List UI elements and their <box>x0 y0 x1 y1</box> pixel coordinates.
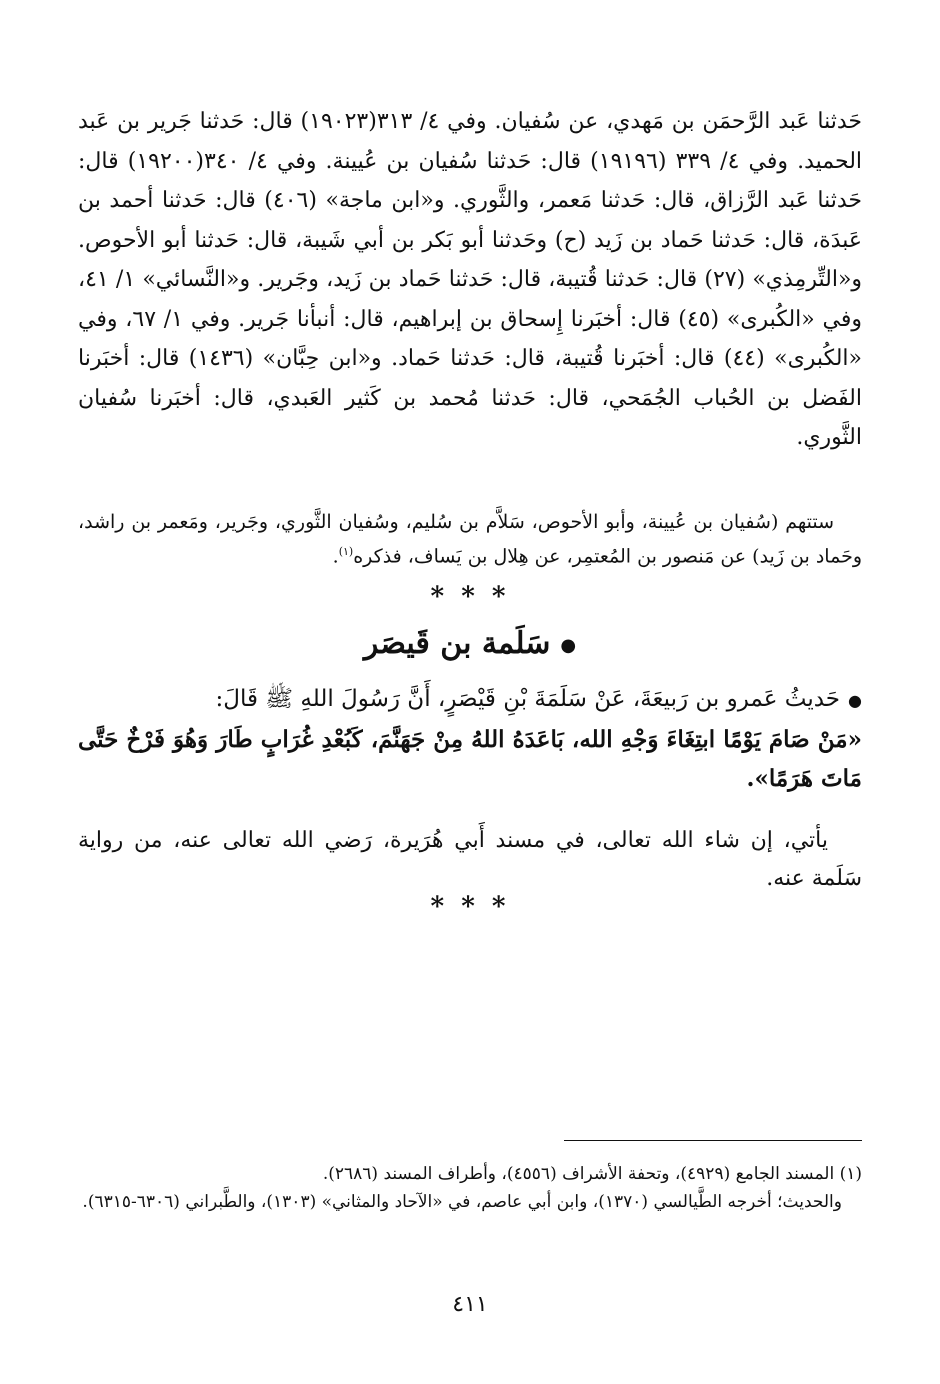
footnote-divider <box>564 1140 862 1141</box>
main-paragraph: حَدثنا عَبد الرَّحمَن بن مَهدي، عن سُفيان. وفي ٤/ ٣١٣(١٩٠٢٣) قال: حَدثنا جَرير بن عَبد الحميد. وفي ٤/ ٣٣٩ (١٩١٩٦) قال: حَدثنا سُفيان بن عُيينة. وفي ٤/ ٣٤٠(١٩٢٠٠) قال: حَدثنا عَبد الرَّزاق، قال: حَدثنا مَعمر، والثَّوري. و«ابن ماجة» (٤٠٦) قال: حَدثنا أحمد بن عَبدَة، قال: حَدثنا حَماد بن زَيد (ح) وحَدثنا أبو بَكر بن أبي شَيبة، قال: حَدثنا أبو الأحوص. و«التِّرمِذي» (٢٧) قال: حَدثنا قُتيبة، قال: حَدثنا حَماد بن زَيد، وجَرير. و«النَّسائي» ١/ ٤١، وفي «الكُبرى» (٤٥) قال: أخبَرنا إِسحاق بن إبراهيم، قال: أنبأنا جَرير. وفي ١/ ٦٧، وفي «الكُبرى» (٤٤) قال: أخبَرنا قُتيبة، قال: حَدثنا حَماد. و«ابن حِبَّان» (١٤٣٦) قال: أخبَرنا الفَضل بن الحُباب الجُمَحي، قال: حَدثنا مُحمد بن كَثير العَبدي، قال: أخبَرنا سُفيان الثَّوري. <box>78 109 863 450</box>
note-paragraph: يأتي، إن شاء الله تعالى، في مسند أَبي هُرَيرة، رَضي الله تعالى عنه، من رواية سَلَمة عنه. <box>78 828 862 891</box>
section-title: سَلَمة بن قَيصَر <box>363 626 551 661</box>
section-separator: * * * <box>430 582 510 612</box>
hadith-block <box>78 680 862 798</box>
main-text-block <box>78 102 862 458</box>
section-heading <box>0 626 940 661</box>
footnotes <box>78 1160 862 1216</box>
section-separator-end: * * * <box>430 892 510 922</box>
footnote-reference[interactable]: (١) <box>338 545 354 558</box>
summary-text: ستتهم (سُفيان بن عُيينة، وأبو الأحوص، سَلاَّم بن سُليم، وسُفيان الثَّوري، وجَرير، ومَعمر بن راشد، وحَماد بن زَيد) عن مَنصور بن المُعتمِر، عن هِلال بن يَساف، فذكره <box>78 511 862 568</box>
hadith-bullet: ● <box>848 690 862 710</box>
hadith-quote: «مَنْ صَامَ يَوْمًا ابتِغَاءَ وَجْهِ الله، بَاعَدَهُ اللهُ مِنْ جَهَنَّمَ، كَبُعْدِ غُرَابٍ طَارَ وَهُوَ فَرْخٌ حَتَّى مَاتَ هَرَمًا». <box>78 725 862 792</box>
hadith-intro: حَديثُ عَمرو بن رَبيعَةَ، عَنْ سَلَمَةَ بْنِ قَيْصَرٍ، أَنَّ رَسُولَ اللهِ ﷺ قَالَ: <box>215 686 841 712</box>
heading-bullet: ● <box>560 634 577 656</box>
page-number: ٤١١ <box>452 1292 488 1317</box>
footnote-1: (١) المسند الجامع (٤٩٢٩)، وتحفة الأشراف (٤٥٥٦)، وأطراف المسند (٢٦٨٦). <box>322 1164 862 1184</box>
footnote-2: والحديث؛ أخرجه الطَّيالسي (١٣٧٠)، وابن أبي عاصم، في «الآحاد والمثاني» (١٣٠٣)، والطَّبراني (٦٣٠٦-٦٣١٥). <box>82 1192 842 1212</box>
summary-paragraph: ستتهم (سُفيان بن عُيينة، وأبو الأحوص، سَلاَّم بن سُليم، وسُفيان الثَّوري، وجَرير، ومَعمر بن راشد، وحَماد بن زَيد) عن مَنصور بن المُعتمِر، عن هِلال بن يَساف، فذكره$^{(١)}$. <box>78 511 862 568</box>
